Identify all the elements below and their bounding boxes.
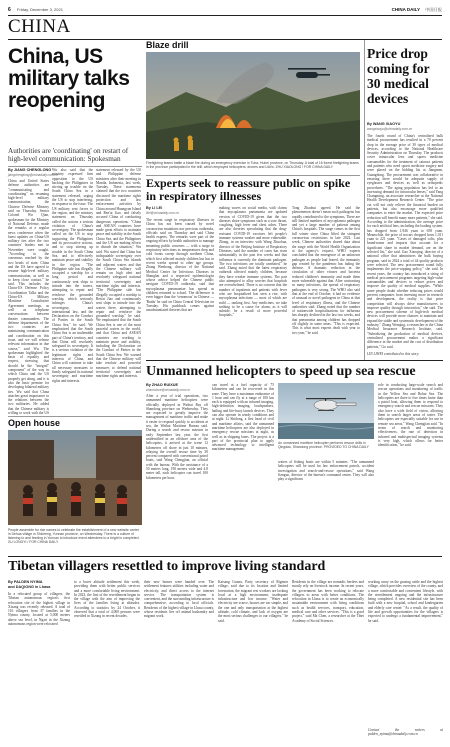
respiratory-headline: Experts seek to reassure public on spike in respiratory illnesses: [146, 176, 351, 203]
page-date: Friday, December 3, 2021: [17, 7, 63, 12]
lead-text-col-1: China and United States defense authorities are "communicating and coordinating" on resuming high-level military communication, the Chinese Defense Ministry said on Thursday. Senior Colonel Wu Qian, spokesman for the Ministry of National Defense, made the remarks at a regular news conference when the latest updates on China-US military ties after the two countries' leaders met in November were sought. "According to the consensus reached by the two heads of state, China and the US have agreed to resume high-level military communication, as well as to keep close contact," he said. This includes the China-US Defense Policy Coordination Talks and the China-US Military Maritime Consultative Agreement meetings, as well as telephone conversations between theater commanders. The defense departments of the two countries are maintaining communication and coordination on this issue, and we will release relevant information in due course," said Wu. The spokesman highlighted the basis of equality and respect, stressing that should be the "integral" component" of the way in which China and the US properly get along, and it is also the basic premise for developing bilateral military ties. Wu said that China attaches great importance to the relations between the two militaries. He added that the Chinese military is willing to work with the US: [8, 179, 49, 415]
lead-byline-email: jiangchenglong@chinadaily.com.cn: [8, 173, 58, 177]
blaze-drill-photo: [146, 52, 360, 159]
open-house-photo: [8, 430, 142, 525]
respiratory-byline-email: lilei@chinadaily.com.cn: [146, 211, 179, 215]
tibet-byline-2: and DAQIONG in Lhasa: [8, 585, 51, 589]
respiratory-text-col-1: The recent surge in respiratory illnesses in China has not been caused by novel coronavirus mutations nor previous outbreaks, officials said on Thursday and said China health experts. The remarks were part of the ongoing efforts by health authorities to manage mounting public concerns — with a surge in respiratory infections as temperatures drop and cold fronts sweep through northern China, which first affected mainly children but has in recent weeks spread to other age groups. Zhang Wenhong, director of the National Medical Center for Infectious Diseases in Shanghai and a respected epidemiologist whose advice helped the Chinese public navigate COVID-19 outbreaks, said that mycoplasma pneumoniae has spread as children returned to school. The difference is even bigger than the 'venomous' in Chinese — 'Baidu' he said on China Central Television on Tuesday. His pushback comes against unsubstantiated theories that are: [146, 218, 214, 313]
open-house-caption: People assemble for rice names to celebrate the establishment of a new website center in Dehua village in Shicheng, Yunnan province, on Wednesday. There is a culture of listening to and feeding in Yunnan to introduce event attendees to a bright is completed. XU LONGYI / FOR CHINA DAILY: [8, 528, 140, 545]
lead-text-col-3: statement released by the US and Philippine defense ministers after their meeting in Manila, Indonesia, last week, Tuesday. These statements claimed that the two countries discussed the maritime rights protection and law enforcement activities by China around Huangyan Island and Ren'ai Jiao, and falsely accused China of conducting dangerous operations. "China and ASEAN countries have made great efforts to maintain peace and stability in the South China Sea, and the Philippines and the US are making efforts to disturb the situation," Wu said. Wu stated that China has indisputable sovereignty over the South China Sea islands and adjacent waters and that the Chinese military will remain on high alert and resolutely safeguard national territorial sovereignty and maritime rights and interests. "The Philippine side has illegally occupied a warship to Ren'ai Jiao and continuously sent ships to intrude into the waters there, attempting to repair and reinforce the grounded warship," he said. We emphasized that the South China Sea is one of the most peaceful waters in the world, and that China and ASEAN countries are working to maintain peace and stability, including the Declaration on the Conduct of Parties in the South China Sea. We warned that the Chinese military will take resolute and powerful measures to defend national territorial sovereignty and maritime rights and interests.: [96, 168, 141, 379]
drones-caption: An unmanned maritime helicopter performs rescue drills in Qingdao, Shandong province. PROVIDED TO CHINA DAILY: [278, 441, 369, 450]
price-drop-headline: Price drop coming for 30 medical devices: [367, 46, 430, 106]
tibet-text-col-6: working away on the grazing cattle and the highest village, which provides overview of the county, and a more comfortable and convenient lifestyle, with the resettlement ongoing and the infrastructure being completed. A new residential site has been built with a new hospital, school and kindergarten and elderly care center. "As a result, the quality of life and growth opportunities for the villagers is expected to undergo a fundamental improvement," he said.: [368, 580, 443, 623]
drones-photo: [278, 383, 374, 439]
drones-text-col-3: waters of fishing boats are within 5 minutes. "The unmanned helicopters will be used for law enforcement patrols, accident investigation and search-and-rescue operations," said Wang Jianguo, director of the bureau's command center. They will also play a significant: [278, 460, 374, 482]
tibet-text-col-5: Residents in the village are nomadic herders and mostly rely on livestock income. In recent years, the government has been working to relocate villagers to areas with better conditions. The relocation in Lhasa is to create an economically sustainable environment with living conditions such as health services, transport, education, medical care and other services. "This is a good project," said Ma Chen, a researcher at the Tibet Academy of Social Sciences.: [292, 580, 364, 623]
tibet-text-col-3: their new homes were handed over. The settlement features utilities including water and electricity, and direct access to the internet service. The transportation system is convenient, and the surrounding infrastructure is comprehensive, according to local officials. Residents of the highest village in Lhasa county, whose residents live off animal husbandry and migrant work.: [144, 580, 214, 619]
price-drop-byline-email: wangxiaoyu@chinadaily.com.cn: [367, 127, 413, 131]
section-title: CHINA: [8, 16, 71, 37]
tibet-text-col-1: In a relocated group of villagers, the Tibetan autonomous region's first relocation site of the highest village in Xizang was recently released. A total of 116 villagers from 37 families in the Nyima county, located at 5,000 meters above sea level, in Ngari in the Xizang autonomous region were relocated: [8, 592, 70, 627]
drones-text-col-4: role in conducting large-scale search and rescue operations and monitoring of traffic in the Yellow Sea and Bohai Sea. The helicopters are three to five times faster than a patrol boat, allowing them to respond to emergency search and rescue missions. They also have a wide field of vision, allowing them to search larger areas of water. The helicopters are especially suitable for use in remote sea areas," Wang Chengjian said. "In terms of search and monitoring effectiveness, the rate of detection in infrared and multispectral imaging systems is very high, which allows for better identification," he said.: [378, 383, 443, 448]
tibet-byline: By PALDEN NYIMA: [8, 580, 43, 584]
drones-byline-email: zhaoruixue@chinadaily.com.cn: [146, 388, 190, 392]
tibet-text-col-2: to a lower altitude settlement this week, providing them with better public services and a more comfortable living environment. In 2023, the first of the resettlement began in the village with the aim of improving the lives of the families living at altitudes. According to statistics by 24 October, it observed that a total of 4,000 persons were resettled in Xizang in recent decades.: [74, 580, 140, 619]
paper-name: CHINA DAILY: [391, 7, 420, 12]
page-number: 6: [8, 7, 11, 13]
tibet-headline: Tibetan villagers resettled to improve living standard: [8, 559, 326, 574]
price-drop-byline: By WANG XIAOYU: [367, 122, 401, 126]
blaze-drill-label: Blaze drill: [146, 40, 189, 50]
blaze-drill-caption: Firefighting teams battle a blaze fire during an emergency exercise in Tuha, Hubei province, on Thursday. A total of 16 forest firefighting teams in the province participated in the drill, which employed helicopters, drones and UAVs. ZHU XIAOLONG / FOR CHINA DAILY: [146, 161, 359, 170]
price-drop-contact: LIN LIWEI contributed to this story.: [367, 352, 420, 356]
respiratory-text-col-3: Tong Zhaohui agreed. He said the phenomenon doesn't mean such pathogens has rapidly contributed to the symptoms, There are still limited numbers of mycoplasma pathogen and yet a large number of patients among China's hospitals. The surge comes in the first full winter since China lifted the stringent coronavirus restrictions in late 2022. Last week, Chinese authorities shared data about the surge with the World Health Organization at the agency's request. WHO experts concluded that the emergence of an unknown pathogen as people had feared, the immunity gap created by the pandemic has fading the defense. A dramatic reduction in the circulation of other viruses and bacteria reduced children's immunity and made them more vulnerable against that. After contracting so many infections, the spread of respiratory pathogens is very strong. The WHO also said that at the end of October, it had no evidence of unusual or novel pathogens in China at that level of respiratory illness, and the Chinese authorities said. Zhang noted that the number of nationwide hospitalizations for influenza has sharply declined in the last two weeks, and that pneumonia among children has dropped off slightly in some areas. "This is expected. This is what most experts dealt with year to two year," he said.: [292, 206, 360, 335]
respiratory-byline: By LI LEI: [146, 206, 163, 210]
respiratory-text-col-2: making waves on social media, with claims that mycoplasma pneumonia are updated version of COVID-19 given that the two diseases share symptoms such as a sore throat, coughing, high fever and chest aches. There are also theories speculating that the drug-resistant COVID-19 vaccines left people's immune systems weaker and more vulnerable. Zhang, in an interview with Wang Zhuohua, director of the Beijing Institute of Respiratory Diseases, said the number of cases has risen substantially in the past few weeks and that influenza is currently the dominant pathogen. The two infections are totally unrelated," he said. Zhang noted that the latest respiratory outbreak affected mainly children, because they have weaker immune systems. The pair also attempted to allay worries that hospitals are overwhelmed. There is no concern that the number of inpatients and patients with fever who are hospitalized has seen a rise, with mycoplasma infections — most of which are mild — ranking first. Any medicines, we take nothing to be a cause for alarm, as it will subside, he a result of more powerful hospitals,": [219, 206, 287, 318]
lead-byline: By JIANG CHENGLONG: [8, 168, 52, 172]
tibet-text-col-4: Kaisang Gunzu, Party secretary of Rigmon village, said due to its location and limited forestation, the migrant rest workers are lacking local at a high environment, inadequate infrastructure and low income. "Water and electricity are scarce, houses are too simple, and the one and only transportation at the highest altitude, cold climate, and lack of oxygen are the most serious challenges to our villagers," he said.: [218, 580, 288, 623]
price-drop-text: The fourth round of China's centralized bulk medical procurement has resulted in a 70 percent drop in the average price of 30 types of medical devices, according to the National Healthcare Security Administration on Thursday. The products cover intraocular lens and sports medicine consumables for the treatment of cataract patients and patients who need sports medicine surgery and were placed on the bidding list at Jiangmen, Guangdong. The procurement was collaborative in ensuring there would be adequate supply of eyeglasses and devices as well as orthopedic procedures. "The aging population has led to an increasing demand for intraocular lenses," said Yang Changming, an associate researcher at the National Health Development Research Center. "The price cut will not only relieve the financial burden on patients, but also encourage more qualified companies to enter the market. The expected price reduction will benefit many more patients," she said. According to the administration, the average price for each artificial lens, including the loading system, has dropped from 1,946 yuan to 658 yuan. Meanwhile, the price of trocars dropped from 1,011 yuan to 221 yuan. "Cases of damaged colts, plus brand-name and imports that account for a significant share in market demand, are on the selected list," she said. Gao Xiaoqing, director of a national office that administers the bulk buying program, said in 2024 a total of 44 quality products were selected. The new procurement round fully implements the price-capping policy," she said. In recent years, the country has introduced a string of medical procurement programs targeting high-value consumables and devices to reduce prices and improve the quality of medical supplies. "While some people doubt whether reducing prices would prevent companies from investing more in research and development, the reality is that price competition will always drive manufacturers to improve quality through innovation," she said. The new procurement scheme of high-tech medical devices will provide more chances to maintain and expand the stable and systematic development of the industry," Zhang Wenqing, a researcher at the China Medical Insurance Research Institute, said. "Subsidizing the production of medical devices, centralized procurement makes a significant difference in the market and the cost of distribution patients," Go said.: [367, 134, 443, 349]
lead-deck: Authorities are 'coordinating' on restart of high-level communication: Spokesman: [8, 147, 129, 164]
drones-headline: Unmanned helicopters to speed up sea rescue: [146, 364, 416, 379]
tibet-contact: Contact the writers at palden_nyima@chinadaily.com.cn: [368, 728, 443, 737]
drones-byline: By ZHAO RUIXUE: [146, 383, 179, 387]
open-house-label: Open house: [8, 418, 61, 428]
lead-headline: China, US military talks reopening: [8, 45, 130, 112]
drones-text-col-1: After a year of trial operations, two unmanned maritime helicopters were officially deployed in Weihai Bay off Shandong province on Wednesday. They are expected to greatly improve the management of maritime traffic and make it easier to respond quickly to accidents at sea, the Weihai Maritime Bureau said. During a search and rescue mission in early September last year, the first unidentified in an offshore area of the helicopters, it arrived at the scene 12 kilometers off shore in just 10 minutes, relaying the overall rescue time by 30 percent compared with conventional patrol boats, said Wang Chengjian, an official with the bureau. With the assistance of a 50 meters long, 190 meters wide and 4.8 meter tall, each helicopter can travel 100 kilometers per hour.: [146, 394, 208, 480]
drones-text-col-2: can travel at a fuel capacity of 75 kilometers and can be recovered in this zone. They have a maximum endurance of 1 hour and can fly at a range of 100 km each is equipped with an infrared imaging, high-definition imaging, loudspeakers, hailing and life-buoy launch devices. They can also operate in windy conditions and at night. Li Shidong, a first head of civil and maritime affairs, said the unmanned maritime helicopters are also deployed in emergency rescue missions at night, as well as in shipping lanes. The project is a part of the provincial plan to apply advanced technology to intelligent maritime management.: [212, 383, 274, 452]
paper-name-cn: 中国日报: [425, 7, 442, 12]
lead-text-col-2: Wu also said that the ministry expressed firm opposition to the US backing the Philippines in stirring up trouble on the South China Sea in a statement released, urging the US to stop interfering, in response to the issue. The US military sent forces to the region, and the ministry statement on Thursday called the actions a serious violation of China's sovereignty. The spokesman called on the US to stop supporting the Philippines and its provocative actions, and to stop stirring up trouble in the South China Sea, and to effectively maintain peace and stability in the region. "The Philippine side has illegally occupied a warship for a long period and continuously sent ships to intrude into the waters, attempting to repair and reinforce the grounded warship, which seriously infringes China's sovereignty, and international law, and the Declaration on the Conduct of Parties in the South China Sea," he said. We emphasized that the South China Sea is an inalienable part of China's territory, and that China will resolutely safeguard its sovereignty. It is a serious violation of the legitimate rights and interests of China, and China will continue to take all necessary measures to firmly safeguard its national sovereignty and maritime rights and interests.: [52, 168, 93, 383]
